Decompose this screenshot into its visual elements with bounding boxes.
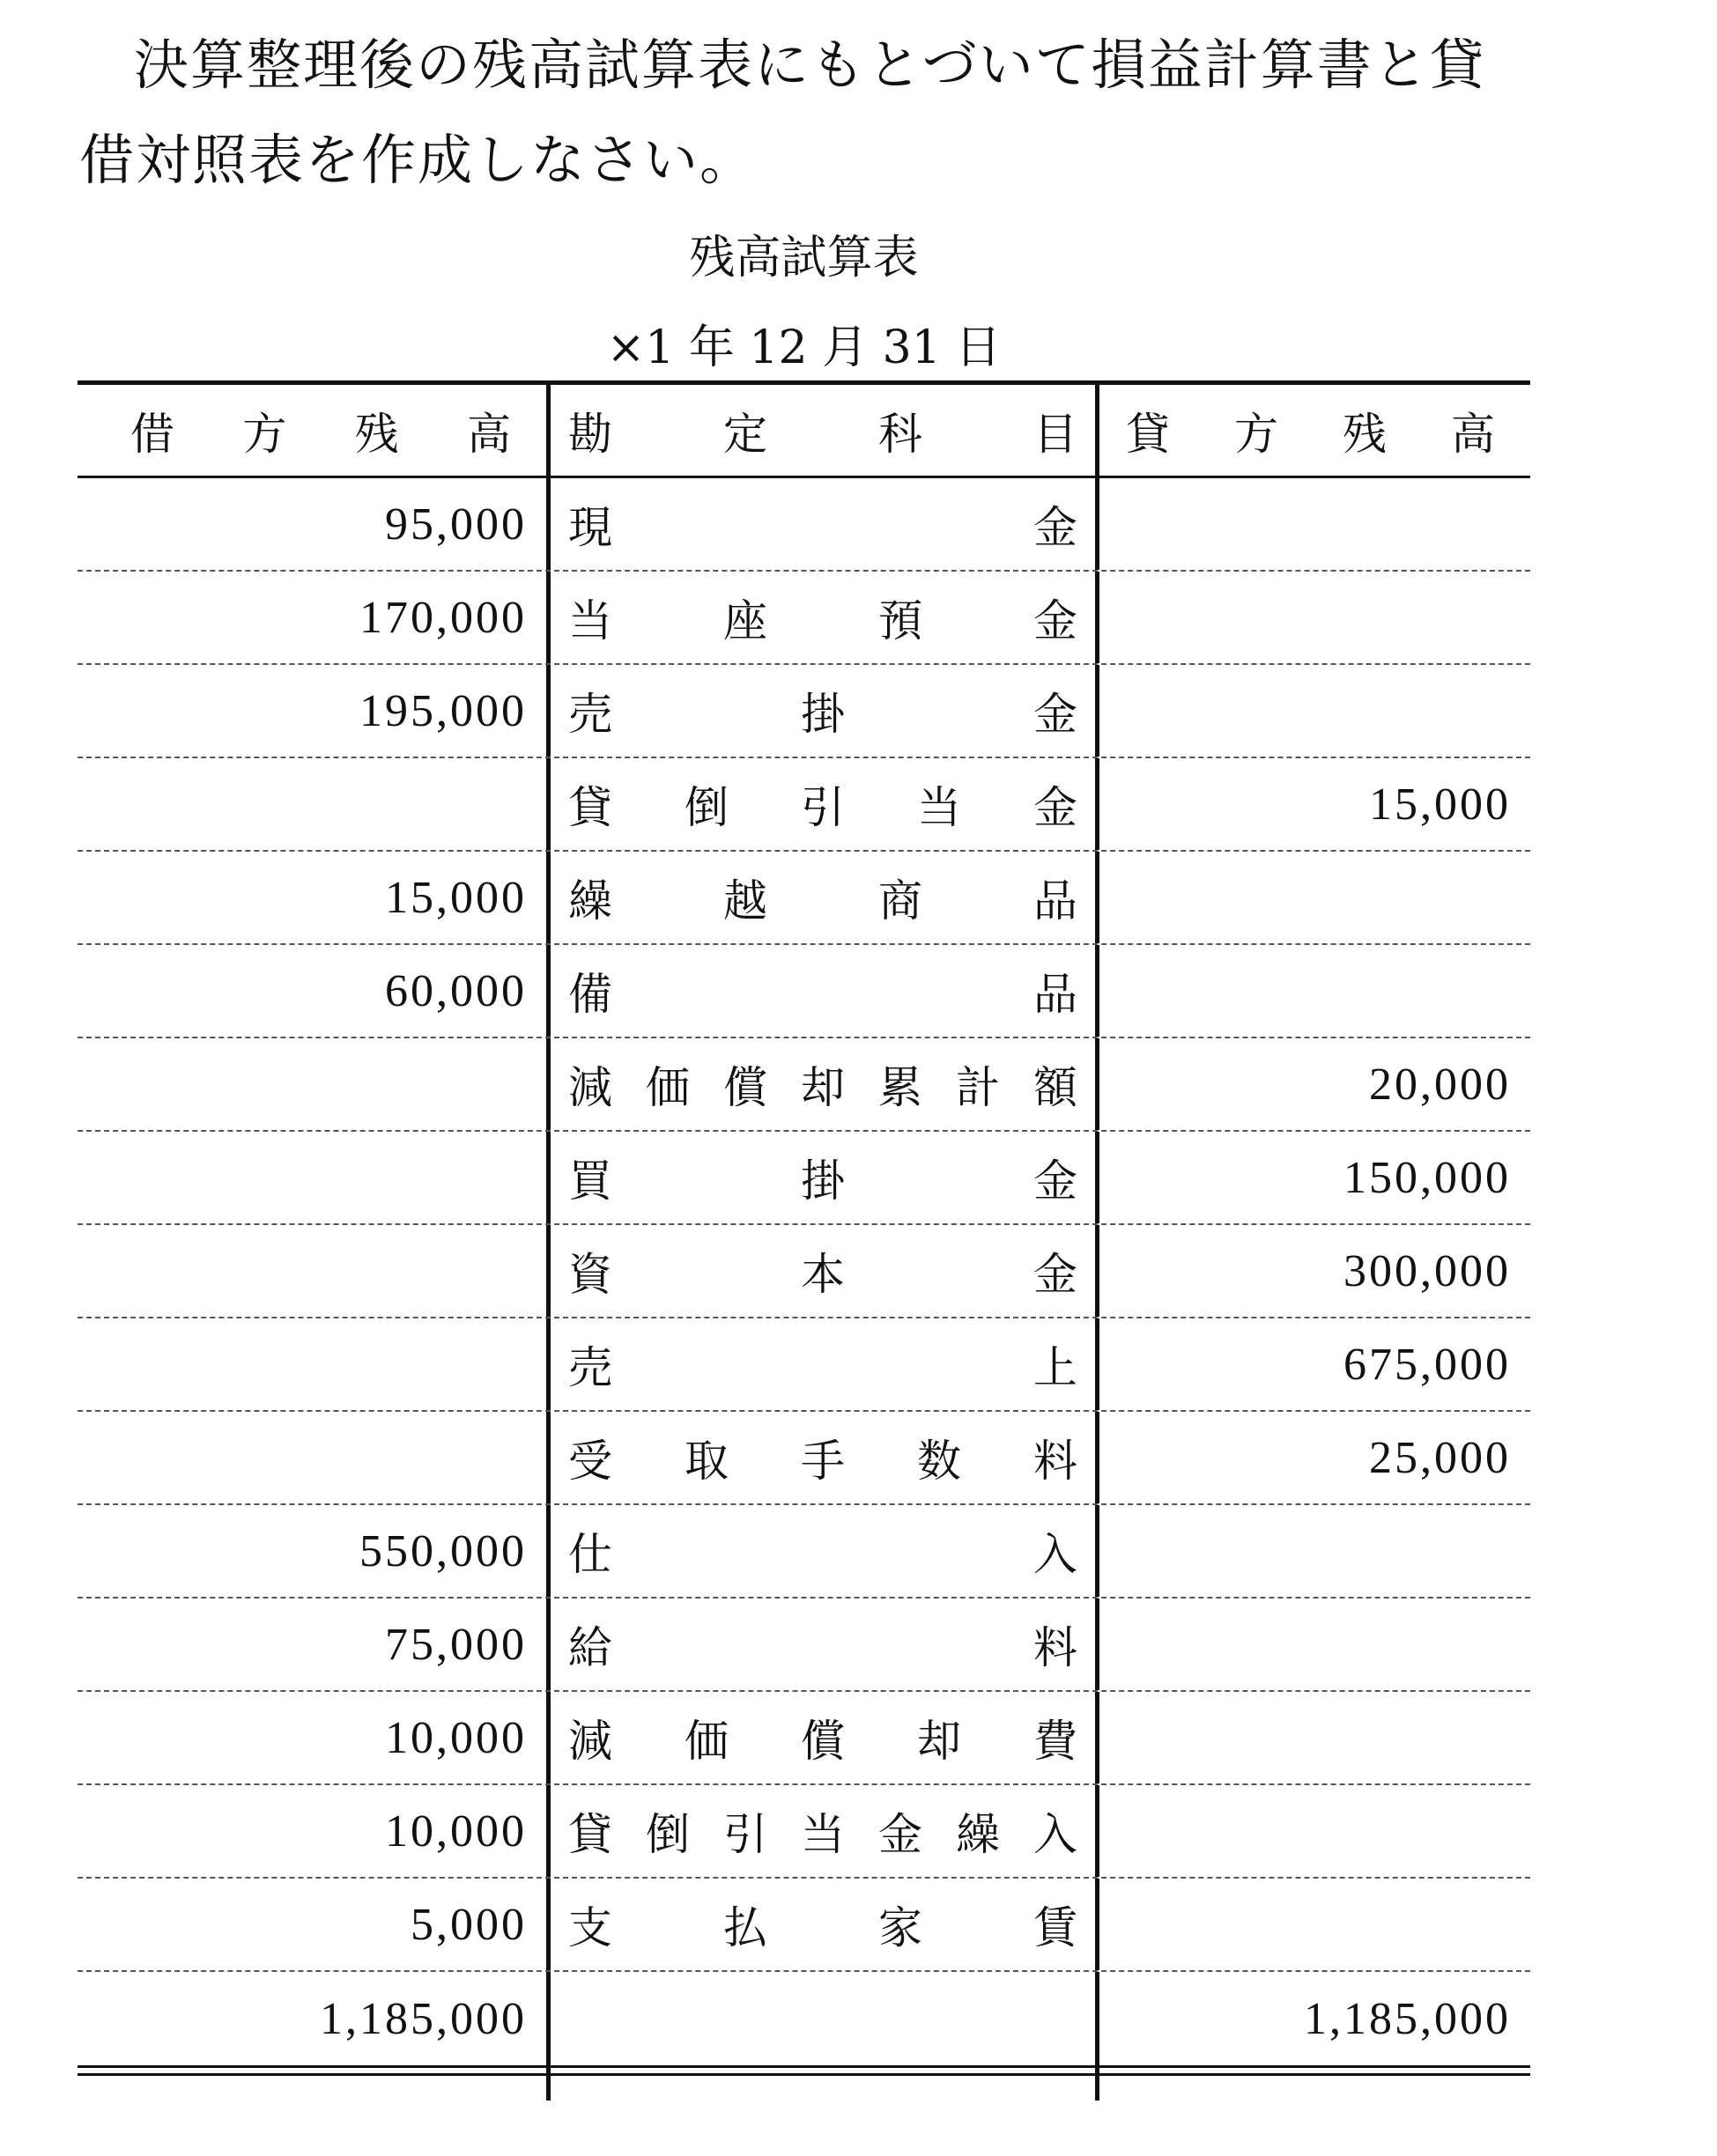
account-char: 上 (1033, 1342, 1077, 1393)
header-credit-char: 方 (1234, 408, 1278, 460)
account-char: 金 (1033, 502, 1077, 553)
account-char: 価 (685, 1716, 729, 1767)
account-char: 却 (801, 1062, 845, 1113)
table-row (78, 1692, 1530, 1785)
credit-cell: 300,000 (1095, 1225, 1530, 1317)
account-cell (551, 1505, 1095, 1597)
account-char: 金 (878, 1809, 922, 1860)
credit-cell: 20,000 (1095, 1038, 1530, 1130)
account-char: 取 (685, 1436, 729, 1487)
credit-cell: 675,000 (1095, 1318, 1530, 1410)
instructions-line-1: 決算整理後の残高試算表にもとづいて損益計算書と貸 (134, 33, 1486, 97)
credit-cell: 15,000 (1095, 758, 1530, 850)
account-char: 座 (723, 595, 767, 646)
debit-cell: 60,000 (78, 945, 551, 1037)
account-char: 資 (568, 1249, 612, 1300)
header-account-char: 勘 (568, 408, 612, 460)
debit-cell: 15,000 (78, 852, 551, 943)
account-char: 額 (1033, 1062, 1077, 1113)
debit-cell: 75,000 (78, 1599, 551, 1690)
account-char: 売 (568, 689, 612, 740)
account-cell (551, 945, 1095, 1037)
debit-cell (78, 1318, 551, 1410)
table-row (78, 945, 1530, 1038)
table-row (78, 478, 1530, 572)
header-debit-char: 残 (354, 408, 399, 460)
table-header-row (78, 385, 1530, 478)
account-char: 仕 (568, 1529, 612, 1580)
debit-cell: 10,000 (78, 1692, 551, 1783)
account-char: 価 (646, 1062, 690, 1113)
header-credit-char: 高 (1451, 408, 1495, 460)
account-cell (551, 1412, 1095, 1503)
account-cell (551, 1692, 1095, 1783)
debit-cell (78, 1225, 551, 1317)
account-char: 繰 (956, 1809, 1000, 1860)
header-credit-char: 残 (1343, 408, 1387, 460)
account-char: 品 (1033, 969, 1077, 1020)
account-char: 品 (1033, 875, 1077, 927)
debit-cell (78, 1412, 551, 1503)
account-cell (551, 758, 1095, 850)
credit-cell (1095, 665, 1530, 757)
credit-cell (1095, 572, 1530, 663)
account-char: 償 (801, 1716, 845, 1767)
account-char: 償 (723, 1062, 767, 1113)
account-char: 金 (1033, 689, 1077, 740)
table-row (78, 1599, 1530, 1692)
table-row (78, 852, 1530, 945)
debit-cell (78, 1132, 551, 1223)
account-char: 支 (568, 1902, 612, 1953)
account-char: 減 (568, 1062, 612, 1113)
table-row (78, 1505, 1530, 1599)
account-cell (551, 852, 1095, 943)
account-cell (551, 1599, 1095, 1690)
account-cell (551, 1132, 1095, 1223)
account-char: 給 (568, 1622, 612, 1673)
account-char: 金 (1033, 1249, 1077, 1300)
account-char: 倒 (646, 1809, 690, 1860)
account-char: 預 (878, 595, 922, 646)
account-char: 手 (801, 1436, 845, 1487)
account-char: 却 (917, 1716, 961, 1767)
account-char: 本 (801, 1249, 845, 1300)
credit-cell: 25,000 (1095, 1412, 1530, 1503)
table-row (78, 1785, 1530, 1879)
instructions-line-2: 借対照表を作成しなさい。 (79, 128, 757, 192)
account-char: 金 (1033, 595, 1077, 646)
debit-cell: 195,000 (78, 665, 551, 757)
table-row (78, 758, 1530, 852)
credit-cell (1095, 1505, 1530, 1597)
account-char: 料 (1033, 1622, 1077, 1673)
debit-cell (78, 1038, 551, 1130)
account-cell (551, 1318, 1095, 1410)
debit-cell: 95,000 (78, 478, 551, 570)
account-char: 繰 (568, 875, 612, 927)
table-row (78, 1412, 1530, 1505)
header-account-char: 定 (723, 408, 767, 460)
account-char: 金 (1033, 1156, 1077, 1207)
account-char: 貸 (568, 1809, 612, 1860)
debit-cell: 550,000 (78, 1505, 551, 1597)
total-credit: 1,185,000 (1095, 1972, 1530, 2065)
table-title: 残高試算表 (689, 232, 919, 284)
account-char: 掛 (801, 1156, 845, 1207)
table-total-row (78, 1972, 1530, 2065)
account-char: 入 (1033, 1809, 1077, 1860)
header-account (551, 385, 1095, 476)
table-date: ×1 年 12 月 31 日 (606, 321, 1002, 374)
header-debit-char: 高 (466, 408, 511, 460)
account-char: 受 (568, 1436, 612, 1487)
account-char: 数 (917, 1436, 961, 1487)
account-char: 賃 (1033, 1902, 1077, 1953)
account-char: 家 (878, 1902, 922, 1953)
account-char: 貸 (568, 782, 612, 833)
account-char: 当 (801, 1809, 845, 1860)
account-char: 引 (723, 1809, 767, 1860)
account-char: 備 (568, 969, 612, 1020)
debit-cell: 10,000 (78, 1785, 551, 1877)
account-char: 金 (1033, 782, 1077, 833)
account-char: 費 (1033, 1716, 1077, 1767)
credit-cell (1095, 478, 1530, 570)
table-row (78, 1132, 1530, 1225)
account-cell (551, 1785, 1095, 1877)
table-row (78, 1225, 1530, 1318)
credit-cell (1095, 1879, 1530, 1970)
account-char: 払 (723, 1902, 767, 1953)
credit-cell (1095, 1785, 1530, 1877)
header-debit-char: 借 (130, 408, 174, 460)
instructions (79, 18, 1665, 208)
account-char: 現 (568, 502, 612, 553)
header-account-char: 科 (878, 408, 922, 460)
total-account (551, 1972, 1095, 2065)
account-cell (551, 572, 1095, 663)
account-char: 引 (801, 782, 845, 833)
account-cell (551, 478, 1095, 570)
header-debit (78, 385, 551, 476)
account-char: 当 (917, 782, 961, 833)
total-debit: 1,185,000 (78, 1972, 551, 2065)
debit-cell: 170,000 (78, 572, 551, 663)
header-account-char: 目 (1033, 408, 1077, 460)
debit-cell: 5,000 (78, 1879, 551, 1970)
credit-cell (1095, 852, 1530, 943)
account-cell (551, 1225, 1095, 1317)
credit-cell (1095, 1599, 1530, 1690)
header-debit-char: 方 (242, 408, 287, 460)
table-bottom-rule (78, 2065, 1530, 2101)
account-char: 計 (956, 1062, 1000, 1113)
account-char: 掛 (801, 689, 845, 740)
table-row (78, 665, 1530, 758)
credit-cell: 150,000 (1095, 1132, 1530, 1223)
table-row (78, 1879, 1530, 1972)
account-char: 累 (878, 1062, 922, 1113)
account-cell (551, 1038, 1095, 1130)
account-char: 商 (878, 875, 922, 927)
header-credit-char: 貸 (1126, 408, 1170, 460)
account-char: 倒 (685, 782, 729, 833)
account-char: 買 (568, 1156, 612, 1207)
account-char: 売 (568, 1342, 612, 1393)
header-credit (1095, 385, 1530, 476)
table-row (78, 1318, 1530, 1412)
table-row (78, 572, 1530, 665)
account-char: 当 (568, 595, 612, 646)
table-row (78, 1038, 1530, 1132)
trial-balance-table (78, 380, 1530, 2101)
table-body (78, 478, 1530, 1972)
account-char: 越 (723, 875, 767, 927)
debit-cell (78, 758, 551, 850)
credit-cell (1095, 945, 1530, 1037)
account-char: 料 (1033, 1436, 1077, 1487)
account-char: 入 (1033, 1529, 1077, 1580)
credit-cell (1095, 1692, 1530, 1783)
account-cell (551, 665, 1095, 757)
account-char: 減 (568, 1716, 612, 1767)
account-cell (551, 1879, 1095, 1970)
